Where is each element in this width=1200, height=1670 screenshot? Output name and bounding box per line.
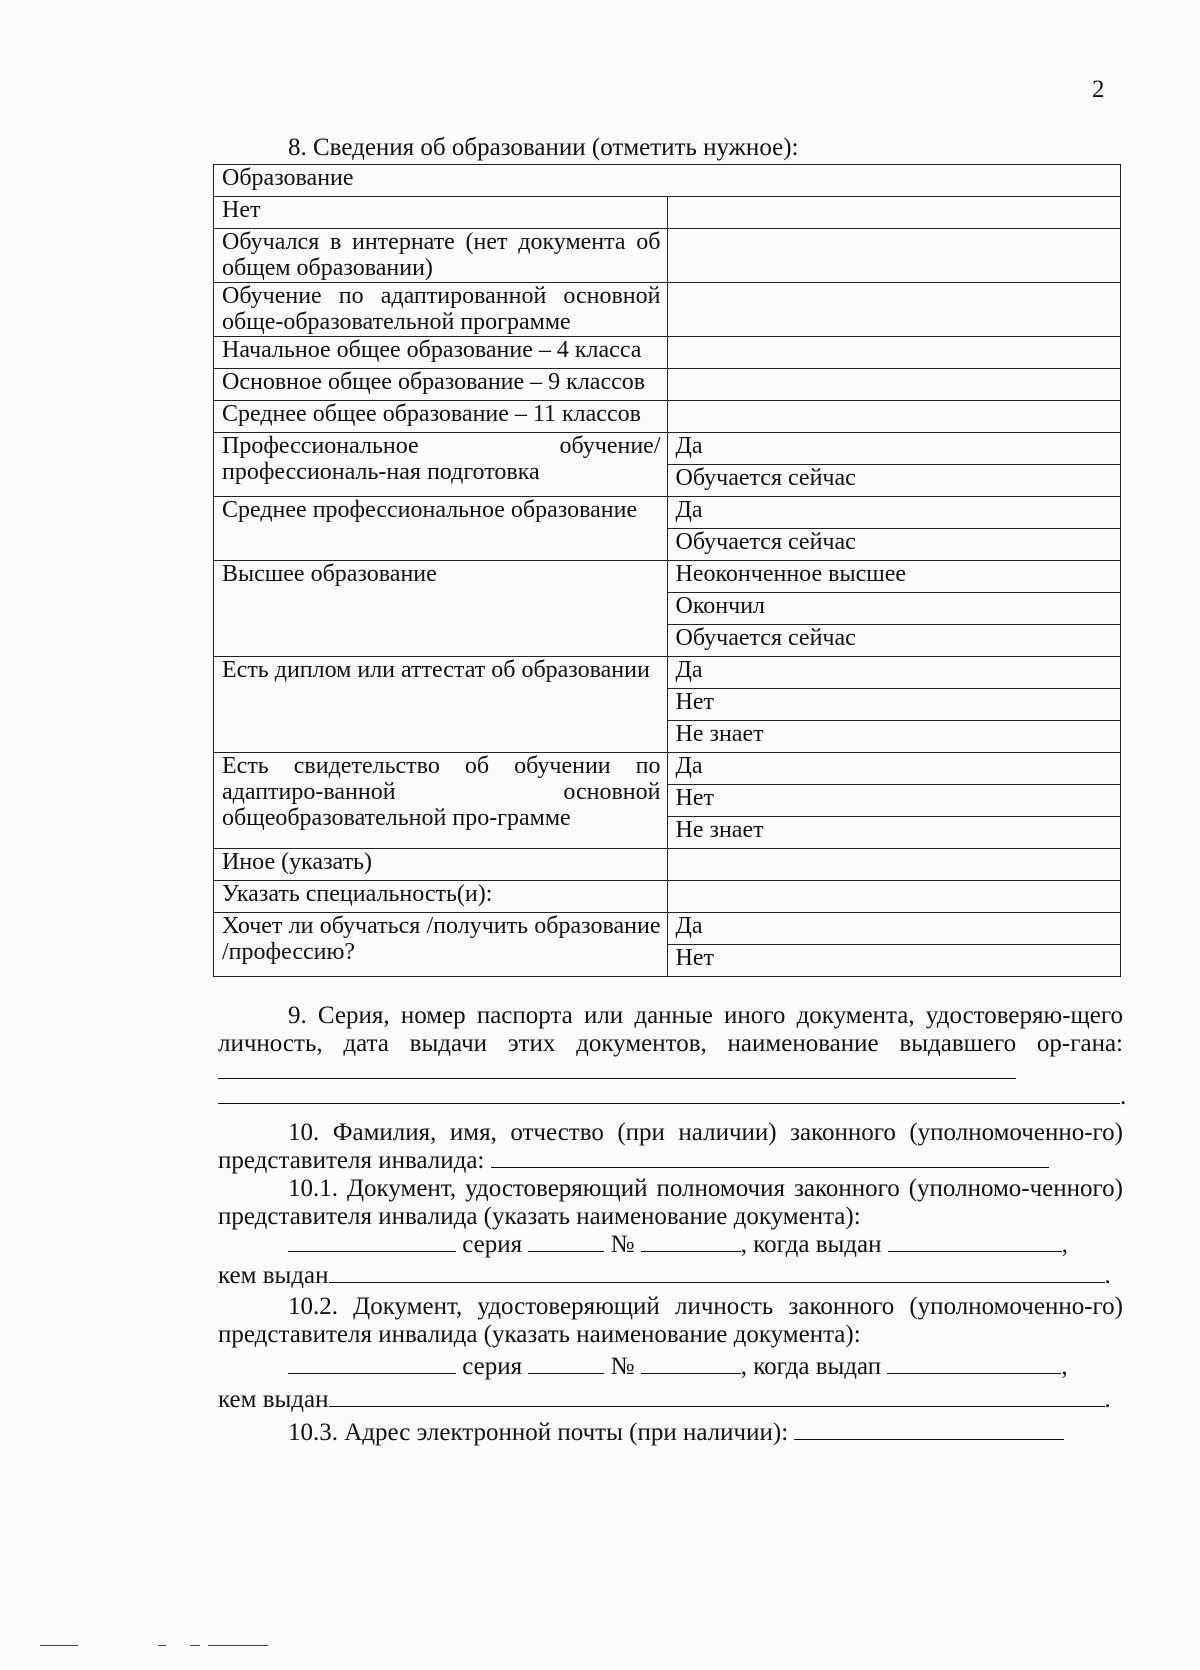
education-option-cell[interactable]: Не знает: [667, 817, 1121, 849]
education-option-cell[interactable]: Да: [667, 753, 1121, 785]
issued-when-label: , когда выдан: [740, 1231, 882, 1258]
education-label: Начальное общее образование – 4 класса: [214, 337, 668, 369]
passport-field-line-1[interactable]: [218, 1058, 1016, 1079]
education-option-cell[interactable]: Нет: [667, 945, 1121, 977]
doc1-number-line[interactable]: [641, 1231, 741, 1252]
education-row: [214, 401, 1121, 433]
education-label: Указать специальность(и):: [214, 881, 668, 913]
education-table: [213, 164, 1121, 977]
education-label: Среднее общее образование – 11 классов: [214, 401, 668, 433]
email-line[interactable]: [794, 1419, 1064, 1440]
period: .: [1104, 1262, 1111, 1289]
education-label: Есть диплом или аттестат об образовании: [214, 657, 668, 753]
comma: ,: [1061, 1231, 1068, 1258]
doc1-name-line[interactable]: [288, 1231, 456, 1252]
education-row: [214, 229, 1121, 283]
issued-by-label: кем выдан: [218, 1386, 329, 1413]
number-label: №: [610, 1231, 635, 1258]
education-label: Иное (указать): [214, 849, 668, 881]
education-row: [214, 337, 1121, 369]
education-option-cell[interactable]: Да: [667, 657, 1121, 689]
education-label: Нет: [214, 197, 668, 229]
education-label: Есть свидетельство об обучении по адаптиро-ванной основной общеобразовательной про-грамме: [214, 753, 668, 849]
doc2-issued-by-row: [218, 1386, 1111, 1414]
education-row: [214, 913, 1121, 945]
section-8-title: 8. Сведения об образовании (отметить нужное):: [288, 134, 799, 161]
passport-field-row-2: [218, 1083, 1126, 1111]
section-10-3-text: 10.3. Адрес электронной почты (при наличии):: [288, 1419, 789, 1446]
education-option-cell[interactable]: [667, 369, 1121, 401]
education-option-cell[interactable]: [667, 283, 1121, 337]
issued-by-label: кем выдан: [218, 1262, 329, 1289]
section-9: [218, 1002, 1123, 1086]
section-10-text: 10. Фамилия, имя, отчество (при наличии) законного (уполномоченно-го) представителя инвалида:: [218, 1119, 1123, 1174]
education-header-row: [214, 165, 1121, 197]
doc1-date-line[interactable]: [888, 1231, 1062, 1252]
education-option-cell[interactable]: Обучается сейчас: [667, 465, 1121, 497]
doc2-name-line[interactable]: [288, 1353, 456, 1374]
education-row: [214, 657, 1121, 689]
education-option-cell[interactable]: Не знает: [667, 721, 1121, 753]
section-10-2: [218, 1293, 1123, 1349]
doc2-number-line[interactable]: [641, 1353, 741, 1374]
education-label: Хочет ли обучаться /получить образование /профессию?: [214, 913, 668, 977]
comma: ,: [1061, 1353, 1068, 1380]
education-option-cell[interactable]: Обучается сейчас: [667, 529, 1121, 561]
section-10-3: [288, 1419, 1064, 1447]
education-option-cell[interactable]: [667, 229, 1121, 283]
education-option-cell[interactable]: Да: [667, 497, 1121, 529]
doc1-series-line[interactable]: [528, 1231, 604, 1252]
education-row: [214, 753, 1121, 785]
education-row: [214, 561, 1121, 593]
doc-fields-row-1: [288, 1231, 1068, 1259]
education-label: Профессиональное обучение/профессиональ-ная подготовка: [214, 433, 668, 497]
doc1-issued-by-line[interactable]: [329, 1262, 1105, 1283]
representative-name-line[interactable]: [491, 1147, 1049, 1168]
education-row: [214, 849, 1121, 881]
education-option-cell[interactable]: Да: [667, 913, 1121, 945]
section-10-1: [218, 1175, 1123, 1231]
section-10-2-text: 10.2. Документ, удостоверяющий личность законного (уполномоченно-го) представителя инвалида (указать наименование документа):: [218, 1293, 1123, 1348]
education-option-cell[interactable]: Нет: [667, 689, 1121, 721]
doc2-series-line[interactable]: [528, 1353, 604, 1374]
issued-when-label: , когда выдап: [740, 1353, 882, 1380]
section-9-text: 9. Серия, номер паспорта или данные иного документа, удостоверяю-щего личность, дата выдачи этих документов, наименование выдавшего ор-гана:: [218, 1002, 1123, 1057]
education-row: [214, 881, 1121, 913]
section-10-1-text: 10.1. Документ, удостоверяющий полномочия законного (уполномо-ченного) представителя инвалида (указать наименование документа):: [218, 1175, 1123, 1230]
education-option-cell[interactable]: Окончил: [667, 593, 1121, 625]
number-label: №: [610, 1353, 635, 1380]
education-row: [214, 497, 1121, 529]
education-label: Высшее образование: [214, 561, 668, 657]
education-row: [214, 197, 1121, 229]
education-header: Образование: [214, 165, 1121, 197]
education-option-cell[interactable]: Нет: [667, 785, 1121, 817]
education-option-cell[interactable]: [667, 401, 1121, 433]
education-option-cell[interactable]: Да: [667, 433, 1121, 465]
doc2-issued-by-line[interactable]: [329, 1386, 1105, 1407]
education-option-cell[interactable]: [667, 197, 1121, 229]
education-label: Обучение по адаптированной основной обще-образовательной программе: [214, 283, 668, 337]
section-10: [218, 1119, 1123, 1175]
period: .: [1120, 1083, 1127, 1110]
education-option-cell[interactable]: [667, 337, 1121, 369]
education-row: [214, 283, 1121, 337]
page-number: 2: [1092, 76, 1105, 103]
education-option-cell[interactable]: [667, 881, 1121, 913]
passport-field-line-2[interactable]: [218, 1083, 1120, 1104]
education-row: [214, 433, 1121, 465]
education-row: [214, 369, 1121, 401]
education-option-cell[interactable]: Неоконченное высшее: [667, 561, 1121, 593]
doc2-date-line[interactable]: [887, 1353, 1061, 1374]
education-label: Основное общее образование – 9 классов: [214, 369, 668, 401]
series-label: серия: [462, 1353, 523, 1380]
education-option-cell[interactable]: [667, 849, 1121, 881]
period: .: [1104, 1386, 1111, 1413]
education-label: Среднее профессиональное образование: [214, 497, 668, 561]
series-label: серия: [462, 1231, 523, 1258]
doc-fields-row-2: [288, 1353, 1068, 1381]
doc1-issued-by-row: [218, 1262, 1111, 1290]
education-option-cell[interactable]: Обучается сейчас: [667, 625, 1121, 657]
education-label: Обучался в интернате (нет документа об общем образовании): [214, 229, 668, 283]
